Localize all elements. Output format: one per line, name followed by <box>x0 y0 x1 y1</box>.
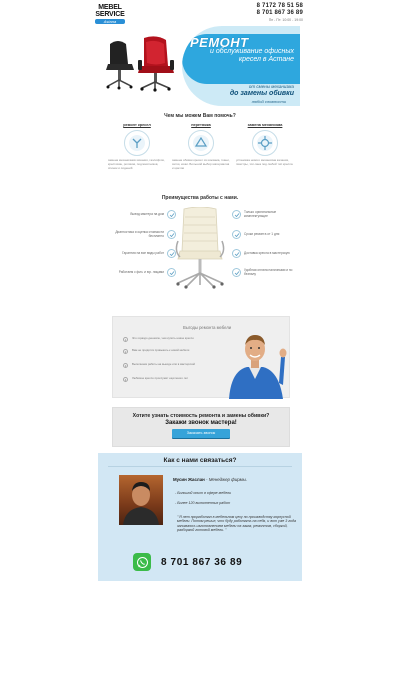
craftsman-image <box>223 327 287 399</box>
contact-phone[interactable]: 8 701 867 36 89 <box>161 557 243 568</box>
hero-banner <box>182 26 300 106</box>
help-col-title: ремонт кресел <box>123 123 151 127</box>
contact-section <box>98 453 302 581</box>
help-col-text: замена обивки кресел из кожзама, ткани, сетки, кожи. Большой выбор материалов и цветов <box>172 158 230 170</box>
number-badge: 1 <box>124 338 127 342</box>
advantage-text: Сроки ремонта от 1 дня <box>244 231 280 236</box>
help-col-title: замена механизма <box>247 123 283 127</box>
black-chair <box>106 41 134 90</box>
manager-name: Мусин Жаслан <box>173 477 205 482</box>
manager-photo <box>119 475 163 525</box>
advantage-text: Работаем с физ. и юр. лицами <box>118 269 164 274</box>
help-col-text: замена механизмов качания, газлифтов, крестовин, роликов, подлокотников, спинок и сидений <box>108 158 165 170</box>
benefit-item <box>123 337 225 342</box>
check-icon <box>232 249 241 258</box>
help-col-text: установка нового механизма качания, пиастры, топ-гана под любой тип кресла <box>236 158 293 166</box>
number-badge: 3 <box>124 364 127 368</box>
benefit-text: Выполняем работы на выезде или в мастерской <box>132 362 195 366</box>
help-col-upholstery <box>172 123 230 170</box>
benefit-text: Это гораздо дешевле, чем купить новое кресло <box>132 336 194 340</box>
benefits-title: Выгоды ремонта мебели <box>183 325 232 330</box>
advantage-text: Выезд мастера на дом <box>130 211 164 216</box>
header-phones <box>257 3 303 22</box>
number-badge: 4 <box>124 378 127 382</box>
manager-quote: " Я лет проработал в мебельном цеху по производству корпусной мебели. Потом решил, что буду работать на себя, и вот уже 3 года занимаюсь изготовлением мебели на заказ, ремонтом, сборкой, разборкой готовой мебели. " <box>177 515 297 532</box>
red-chair <box>138 36 174 91</box>
manager-role: - Менеджер фирмы. <box>206 477 248 482</box>
advantage-left-2 <box>110 230 176 239</box>
manager-name-line <box>173 477 247 482</box>
banner-line3: до замены обивки <box>229 90 294 97</box>
number-badge: 2 <box>124 350 127 354</box>
advantage-text: Только оригинальные комплектующие <box>244 209 277 218</box>
cta-box <box>112 407 290 447</box>
phone-2[interactable]: 8 701 867 36 89 <box>256 10 303 16</box>
logo-line3: Astana <box>95 19 125 24</box>
benefit-item <box>123 377 225 382</box>
banner-title: РЕМОНТ <box>190 35 249 50</box>
advantage-right-4 <box>232 268 298 277</box>
benefit-item <box>123 363 225 368</box>
request-call-button[interactable]: Заказать звонок <box>172 429 230 438</box>
cta-question: Хотите узнать стоимость ремонта и замены обивки? <box>132 413 270 419</box>
help-col-repair <box>108 123 166 170</box>
check-icon <box>232 268 241 277</box>
chair-repair-icon <box>124 130 150 156</box>
divider <box>108 466 292 467</box>
help-title: Чем мы можем Вам помочь? <box>164 113 236 119</box>
advantage-text: Диагностика и оценка стоимости бесплатно <box>115 229 164 238</box>
advantage-left-4 <box>110 268 176 277</box>
work-hours: Пн - Пт: 10:00 - 19:00 <box>268 18 303 22</box>
help-col-title: перетяжка <box>191 123 211 127</box>
advantage-left-1 <box>110 210 176 219</box>
upholstery-icon <box>188 130 214 156</box>
check-icon <box>232 210 241 219</box>
contact-title: Как с нами связаться? <box>163 457 237 464</box>
logo-line2: SERVICE <box>95 11 125 18</box>
logo-line1: MEBEL <box>98 4 122 11</box>
advantage-right-1 <box>232 210 298 219</box>
banner-line2: от смены механизма <box>248 84 294 89</box>
benefit-item <box>123 349 225 354</box>
benefit-text: Вам не придётся привыкать к новой мебели <box>132 348 190 352</box>
advantage-text: Удобная оплата наличными и по безналу <box>244 267 293 276</box>
benefits-panel <box>112 316 290 398</box>
banner-line4: любой сложности <box>251 99 286 104</box>
page-header <box>0 0 400 110</box>
banner-subtitle: и обслуживание офисных кресел в Астане <box>210 48 294 63</box>
advantages-title: Преимущества работы с нами. <box>161 195 239 201</box>
advantage-right-3 <box>232 249 298 258</box>
advantage-text: Доставка кресла в мастерскую <box>244 250 290 255</box>
cta-call: Закажи звонок мастера! <box>165 420 237 426</box>
advantage-text: Гарантия на все виды работ <box>122 250 164 255</box>
check-icon <box>232 230 241 239</box>
chairs-image <box>104 36 184 92</box>
office-chair-image <box>172 207 228 289</box>
manager-fact: - Большой опыт в сфере мебели <box>175 491 232 495</box>
phone-1[interactable]: 8 7172 78 51 58 <box>256 3 303 9</box>
benefit-text: Любимое кресло прослужит ещё много лет <box>132 376 189 380</box>
whatsapp-icon[interactable] <box>133 553 151 571</box>
advantage-right-2 <box>232 230 298 239</box>
mechanism-icon <box>252 130 278 156</box>
advantage-left-3 <box>110 249 176 258</box>
manager-fact: - Более 120 выполненных работ <box>175 501 231 505</box>
help-col-mechanism <box>236 123 294 167</box>
logo[interactable] <box>92 4 128 24</box>
